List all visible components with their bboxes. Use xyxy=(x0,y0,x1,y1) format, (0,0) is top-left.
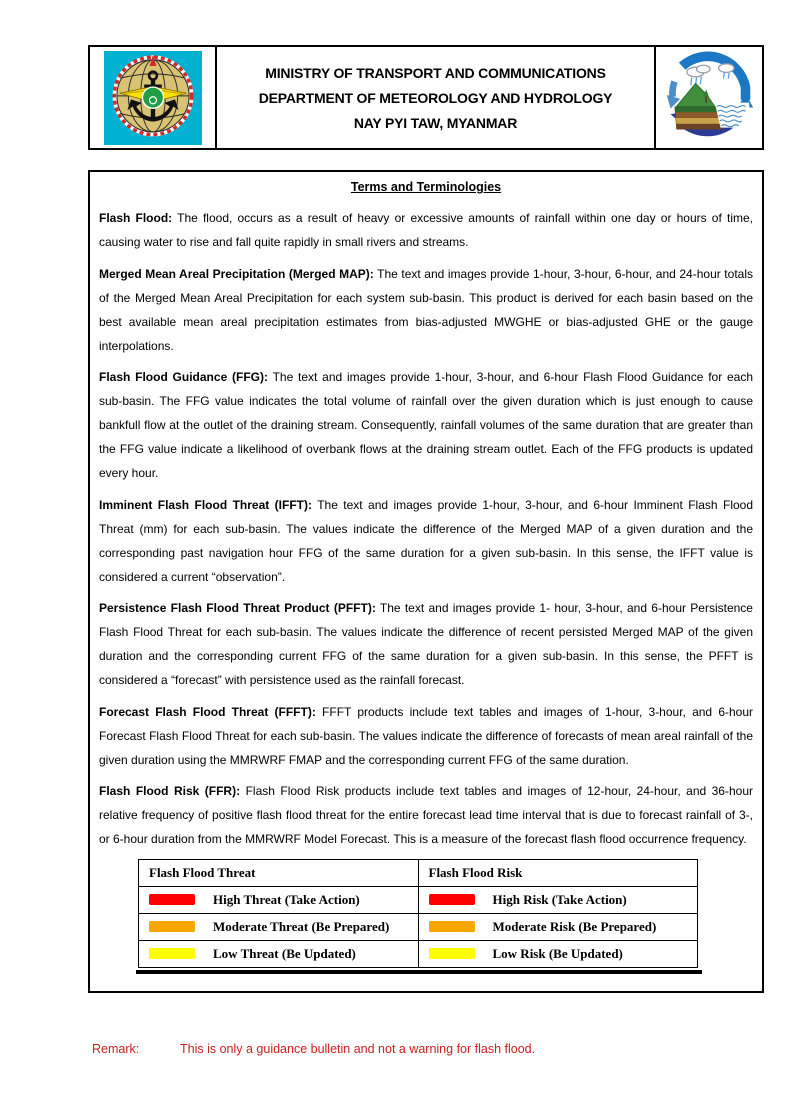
legend-bottom-rule xyxy=(136,970,702,974)
paragraph-ifft xyxy=(99,493,753,589)
high-threat-swatch xyxy=(149,894,195,905)
remark-line xyxy=(92,1042,535,1056)
term-lead: Flash Flood Risk (FFR): xyxy=(99,784,241,798)
paragraph-flash-flood xyxy=(99,206,753,254)
header xyxy=(88,45,764,150)
legend-header-threat: Flash Flood Threat xyxy=(139,859,419,886)
ministry-emblem-icon xyxy=(109,51,197,144)
term-lead: Flash Flood Guidance (FFG): xyxy=(99,370,269,384)
moderate-threat-swatch xyxy=(149,921,195,932)
remark-label: Remark: xyxy=(92,1042,140,1056)
header-left-logo-cell xyxy=(90,47,217,148)
legend-header-row xyxy=(139,859,698,886)
terms-content-box xyxy=(88,170,764,993)
term-lead: Imminent Flash Flood Threat (IFFT): xyxy=(99,497,312,512)
legend-table-wrap xyxy=(138,859,698,974)
paragraph-ffr xyxy=(99,779,753,851)
high-threat-label: High Threat (Take Action) xyxy=(213,891,360,907)
term-body: The text and images provide 1- hour, 3-hour, and 6-hour Persistence Flash Flood Threat for each sub-basin. The values indicate the difference of recent persisted Merged MAP of the given duration and the corresponding current FFG of the same duration for a given sub-basin. In this sense, the PFFT is considered a “forecast” with persistence used as the rainfall forecast. xyxy=(99,601,753,687)
high-risk-swatch xyxy=(429,894,475,905)
header-title-block xyxy=(217,47,654,148)
page-title: Terms and Terminologies xyxy=(350,180,502,194)
paragraph-pfft xyxy=(99,596,753,692)
remark-text: This is only a guidance bulletin and not a warning for flash flood. xyxy=(180,1042,536,1056)
term-body: The flood, occurs as a result of heavy or excessive amounts of rainfall within one day or hours of time, causing water to rise and fall quite rapidly in small rivers and streams. xyxy=(99,211,753,249)
legend-row-moderate xyxy=(139,913,698,940)
paragraph-ffg xyxy=(99,365,753,485)
legend-header-risk: Flash Flood Risk xyxy=(418,859,698,886)
paragraph-ffft xyxy=(99,700,753,772)
low-risk-swatch xyxy=(429,948,475,959)
paragraph-merged-map xyxy=(99,262,753,358)
term-lead: Persistence Flash Flood Threat Product (PFFT): xyxy=(99,601,376,615)
high-risk-label: High Risk (Take Action) xyxy=(492,891,627,907)
header-right-logo-cell xyxy=(654,47,762,148)
term-lead: Forecast Flash Flood Threat (FFFT): xyxy=(99,704,316,719)
term-lead: Merged Mean Areal Precipitation (Merged MAP): xyxy=(99,266,374,281)
low-threat-label: Low Threat (Be Updated) xyxy=(213,945,356,961)
term-body: Flash Flood Risk products include text tables and images of 12-hour, 24-hour, and 36-hour relative frequency of positive flash flood threat for the entire forecast lead time interval that is due to forecast rainfall of 3-, or 6-hour duration from the MMRWRF Model Forecast. This is a measure of the forecast flash flood occurrence frequency. xyxy=(99,784,753,846)
moderate-risk-label: Moderate Risk (Be Prepared) xyxy=(492,918,657,934)
legend-table xyxy=(138,859,698,968)
department-title: DEPARTMENT OF METEOROLOGY AND HYDROLOGY xyxy=(258,89,613,106)
term-body: The text and images provide 1-hour, 3-hour, and 6-hour Imminent Flash Flood Threat (mm) for each sub-basin. The values indicate the difference of the Merged MAP of a given duration and the corresponding past navigation hour FFG of the same duration for a given sub-basin. In this sense, the IFFT value is considered a current “observation”. xyxy=(99,497,754,584)
moderate-threat-label: Moderate Threat (Be Prepared) xyxy=(213,918,390,934)
ministry-logo-background xyxy=(104,51,202,145)
term-body: FFFT products include text tables and images of 1-hour, 3-hour, and 6-hour Forecast Flash Flood Threat for each sub-basin. The values indicate the difference of forecasts of mean areal rainfall of the given duration using the MMRWRF FMAP and the corresponding current FFG of the same duration. xyxy=(99,704,753,767)
low-threat-swatch xyxy=(149,948,195,959)
location-title: NAY PYI TAW, MYANMAR xyxy=(353,114,518,131)
term-lead: Flash Flood: xyxy=(99,211,173,225)
legend-row-high xyxy=(139,886,698,913)
legend-row-low xyxy=(139,940,698,967)
ministry-title: MINISTRY OF TRANSPORT AND COMMUNICATIONS xyxy=(265,64,606,81)
term-body: The text and images provide 1-hour, 3-hour, 6-hour, and 24-hour totals of the Merged Mean Areal Precipitation for each system sub-basin. This product is derived for each basin based on the best available mean areal precipitation estimates from bias-adjusted MWGHE or bias-adjusted GHE or the gauge interpolations. xyxy=(99,266,753,353)
moderate-risk-swatch xyxy=(429,921,475,932)
low-risk-label: Low Risk (Be Updated) xyxy=(492,945,623,961)
water-cycle-icon xyxy=(661,47,757,148)
term-body: The text and images provide 1-hour, 3-hour, and 6-hour Flash Flood Guidance for each sub-basin. The FFG value indicates the total volume of rainfall over the given duration which is just enough to cause bankfull flow at the outlet of the draining stream. Consequently, rainfall volumes of the same duration that are greater than the FFG value indicate a likelihood of overbank flows at the draining stream outlet. Each of the FFG products is updated every hour. xyxy=(99,370,753,480)
